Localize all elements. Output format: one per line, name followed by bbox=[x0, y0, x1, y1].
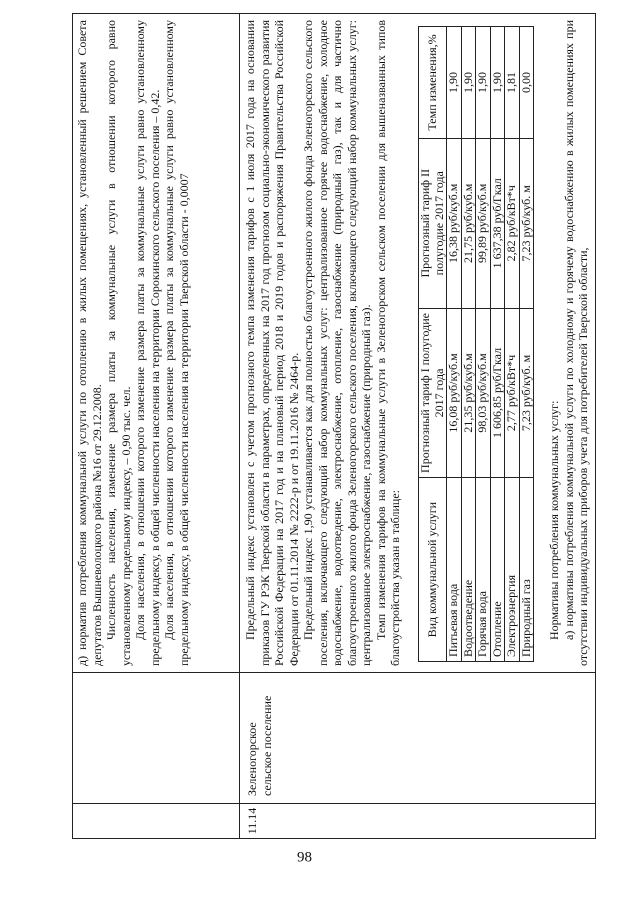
table-row bbox=[519, 27, 534, 662]
item-d-text: д) норматив потребления коммунальной услуги по отоплению в жилых помещениях, установленный решением Совета депутатов Вышневолоцкого района №16 от 29.12.2008. bbox=[75, 20, 104, 666]
change-rate-cell: 1,90 bbox=[490, 27, 505, 139]
row-number: 11.14 bbox=[245, 807, 259, 835]
norms-text bbox=[547, 20, 591, 666]
header-change-rate: Темп изменения,% bbox=[419, 27, 447, 139]
tariff-h1-cell: 1 606,85 руб/Гкал bbox=[490, 308, 505, 478]
settlement-text bbox=[243, 20, 403, 666]
population-count-text: Численность населения, изменение размера платы за коммунальные услуги в отношении которого равно установленному предельному индексу, – 0,90 тыс. чел. bbox=[104, 20, 133, 666]
table-row bbox=[461, 27, 476, 662]
tariff-h2-cell: 2,82 руб/кВт*ч bbox=[505, 138, 520, 308]
tariff-h1-cell: 16,08 руб/куб.м bbox=[447, 308, 462, 478]
tariff-h1-cell: 7,23 руб/куб. м bbox=[519, 308, 534, 478]
header-tariff-h2: Прогнозный тариф II полугодие 2017 года bbox=[419, 138, 447, 308]
service-cell: Горячая вода bbox=[476, 478, 491, 662]
row-divider bbox=[239, 14, 240, 838]
settlement-name: Зеленогорское сельское поселение bbox=[245, 695, 274, 796]
column-divider bbox=[73, 672, 595, 673]
service-cell: Питьевая вода bbox=[447, 478, 462, 662]
tariff-h1-cell: 98,03 руб/куб.м bbox=[476, 308, 491, 478]
table-row bbox=[490, 27, 505, 662]
tariff-table-header-row bbox=[419, 27, 447, 662]
tariff-h1-cell: 2,77 руб/кВт*ч bbox=[505, 308, 520, 478]
index-scope-paragraph: Предельный индекс 1,90 устанавливается как для полностью благоустроенного жилого фонда Зеленогорского сельского поселения, включающего следующий набор коммунальных услуг: централизованное горячее водоснабжение, холодное водоснабжение, водоотведение, электроснабжение, отопление, газоснабжение (природный газ), так и для частично благоустроенного жилого фонда Зеленогорского сельского поселения, включающего следующий набор коммунальных услуг: централизованное электроснабжение, газоснабжение (природный газ). bbox=[301, 20, 373, 666]
tariff-h2-cell: 7,23 руб/куб. м bbox=[519, 138, 534, 308]
norms-item-a: а) нормативы потребления коммунальной услуги по холодному и горячему водоснабжению в жилых помещениях при отсутствии индивидуальных приборов учета для потребителей Тверской области, bbox=[561, 20, 590, 666]
change-rate-cell: 1,90 bbox=[461, 27, 476, 139]
index-basis-paragraph: Предельный индекс установлен с учетом прогнозного темпа изменения тарифов с 1 июля 2017 года на основании приказов ГУ РЭК Тверской области в параметрах, определенных на 2017 год прогнозом социально-экономического развития Российской Федерации на 2017 год и на плановый период 2018 и 2019 годов и распоряжения Правительства Российской Федерации от 01.11.2014 № 2222-р и от 19.11.2016 № 2464-р. bbox=[243, 20, 301, 666]
tariff-table bbox=[418, 26, 534, 662]
page-number: 98 bbox=[297, 849, 312, 866]
tariff-intro-paragraph: Темп изменения тарифов на коммунальные услуги в Зеленогорском сельском поселении для вышеназванных типов благоустройства указан в таблице: bbox=[373, 20, 402, 666]
change-rate-cell: 0,00 bbox=[519, 27, 534, 139]
header-tariff-h1: Прогнозный тариф I полугодие 2017 года bbox=[419, 308, 447, 478]
population-share-settlement-text: Доля населения, в отношении которого изменение размера платы за коммунальные услуги равно установленному предельному индексу, в общей численности населения на территории Сорокинского сельского поселения – 0,42. bbox=[133, 20, 162, 666]
tariff-h2-cell: 1 637,38 руб/Гкал bbox=[490, 138, 505, 308]
service-cell: Отопление bbox=[490, 478, 505, 662]
service-cell: Природный газ bbox=[519, 478, 534, 662]
tariff-h2-cell: 99,89 руб/куб.м bbox=[476, 138, 491, 308]
service-cell: Электроэнергия bbox=[505, 478, 520, 662]
tariff-h2-cell: 21,75 руб/куб.м bbox=[461, 138, 476, 308]
table-row bbox=[476, 27, 491, 662]
previous-section-text bbox=[75, 20, 191, 666]
change-rate-cell: 1,81 bbox=[505, 27, 520, 139]
table-row bbox=[505, 27, 520, 662]
table-frame bbox=[72, 13, 596, 839]
tariff-h2-cell: 16,38 руб/куб.м bbox=[447, 138, 462, 308]
change-rate-cell: 1,90 bbox=[476, 27, 491, 139]
norms-heading: Нормативы потребления коммунальных услуг: bbox=[547, 400, 561, 640]
population-share-region-text: Доля населения, в отношении которого изменение размера платы за коммунальные услуги равно установленному предельному индексу, в общей численности населения на территории Тверской области - 0,0007 bbox=[162, 20, 191, 666]
change-rate-cell: 1,90 bbox=[447, 27, 462, 139]
table-row bbox=[447, 27, 462, 662]
header-service-type: Вид коммунальной услуги bbox=[419, 478, 447, 662]
column-divider bbox=[73, 803, 595, 804]
tariff-h1-cell: 21,35 руб/куб.м bbox=[461, 308, 476, 478]
service-cell: Водоотведение bbox=[461, 478, 476, 662]
